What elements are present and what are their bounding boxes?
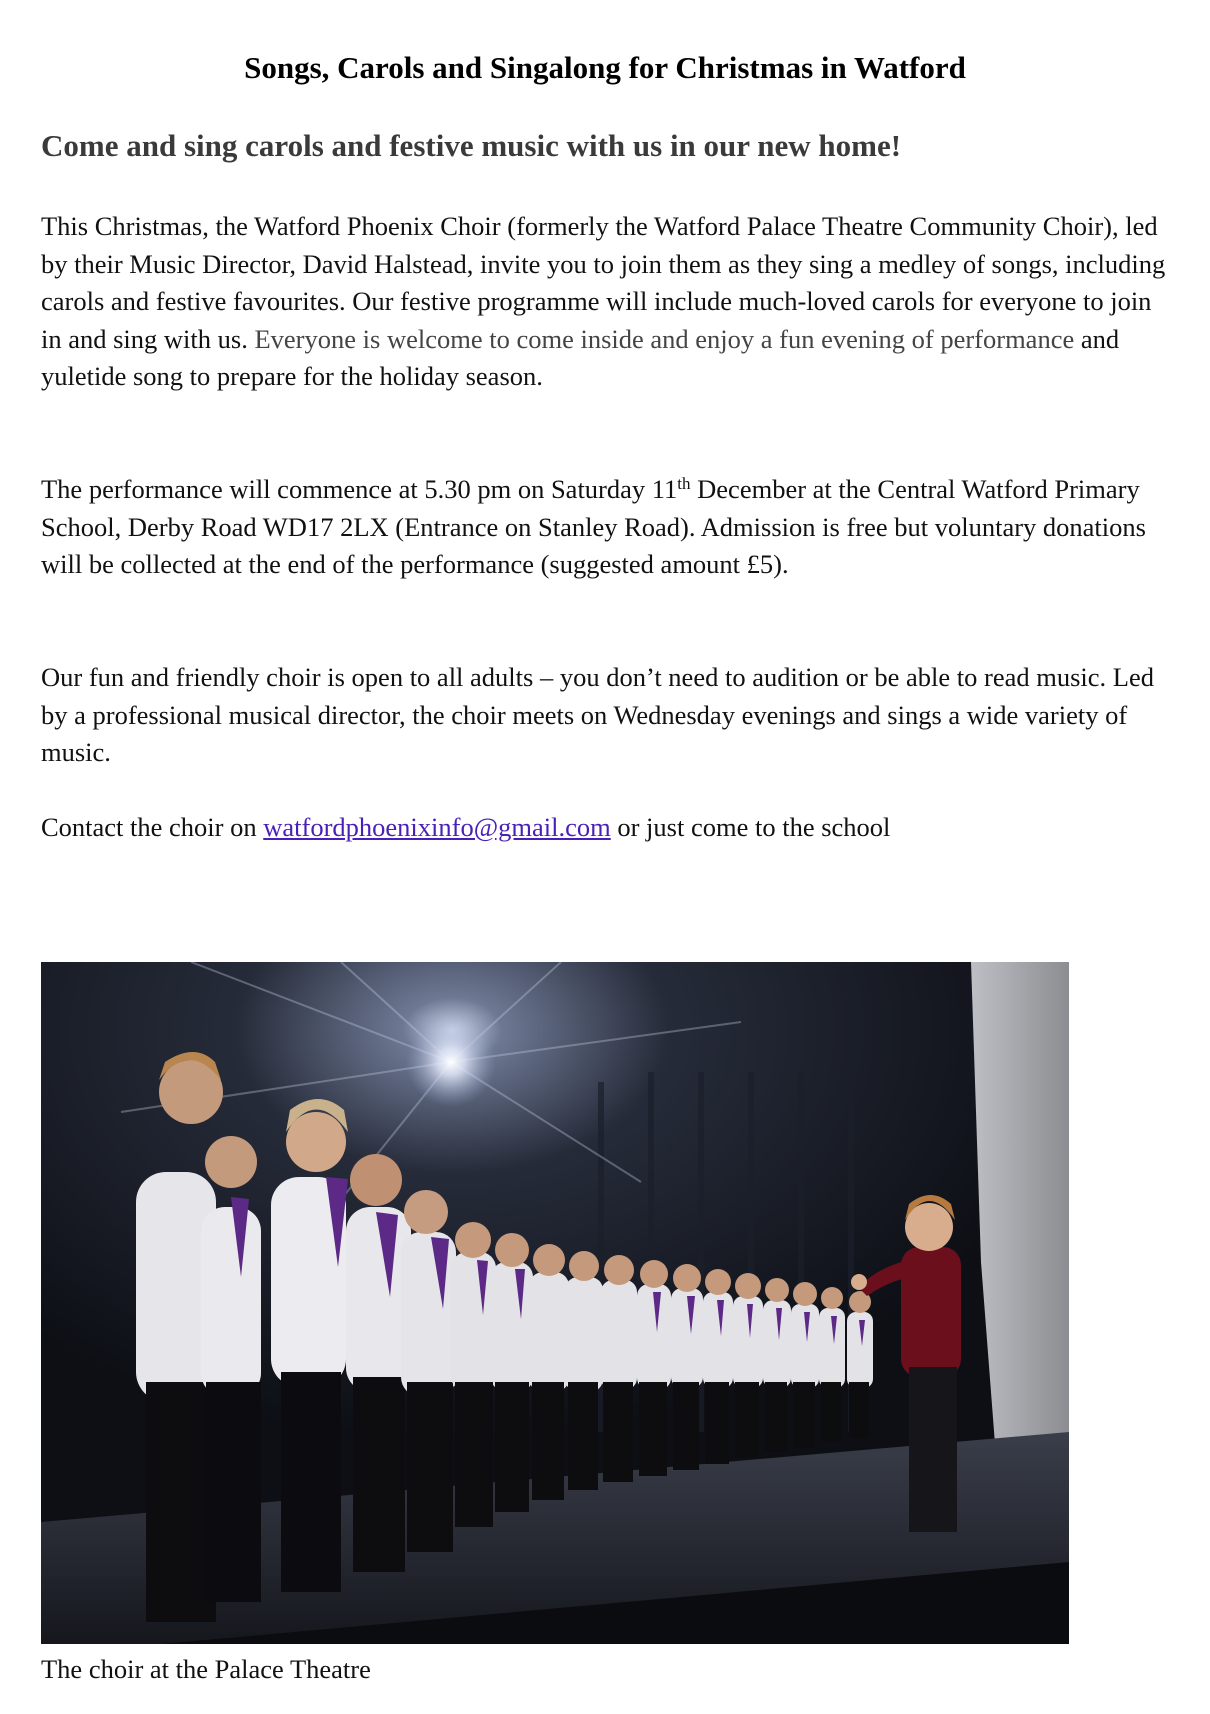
intro-text-a: This Christmas, the Watford Phoenix Choir (formerly the Watford Palace Theatre Community Choir), led by their Music Director, David Halstead, invite you to join them as they sing a medley of songs, including carols and festive favourites. Our festive programme will include much-loved carols for everyone to join in and sing with us.: [41, 211, 1166, 354]
choir-photo: [41, 962, 1069, 1644]
document-title: Songs, Carols and Singalong for Christmas in Watford: [244, 50, 966, 85]
contact-text-b: or just come to the school: [610, 812, 891, 842]
intro-text-c: and yuletide song to prepare for the holiday season.: [41, 323, 1120, 391]
photo-caption: The choir at the Palace Theatre: [41, 1654, 371, 1684]
date-ordinal-suffix: th: [677, 474, 691, 493]
intro-paragraph: [41, 208, 1176, 396]
event-text-a: The performance will commence at 5.30 pm on Saturday 11: [41, 474, 678, 504]
contact-text-a: Contact the choir on: [41, 812, 264, 842]
intro-text-muted: Everyone is welcome to come inside and enjoy a fun evening of performance: [254, 323, 1075, 354]
contact-paragraph: [41, 809, 1176, 847]
event-text-b: December at the Central Watford Primary School, Derby Road WD17 2LX (Entrance on Stanley Road). Admission is free but voluntary donations will be collected at the end of the performance (suggested amount £5).: [41, 474, 1146, 579]
email-link[interactable]: watfordphoenixinfo@gmail.com: [263, 812, 611, 842]
document-subtitle: Come and sing carols and festive music with us in our new home!: [41, 128, 902, 163]
choir-info-paragraph: Our fun and friendly choir is open to all adults – you don’t need to audition or be able to read music. Led by a professional musical director, the choir meets on Wednesday evenings and sings a wide variety of music.: [41, 662, 1154, 767]
event-details-paragraph: [41, 471, 1176, 584]
